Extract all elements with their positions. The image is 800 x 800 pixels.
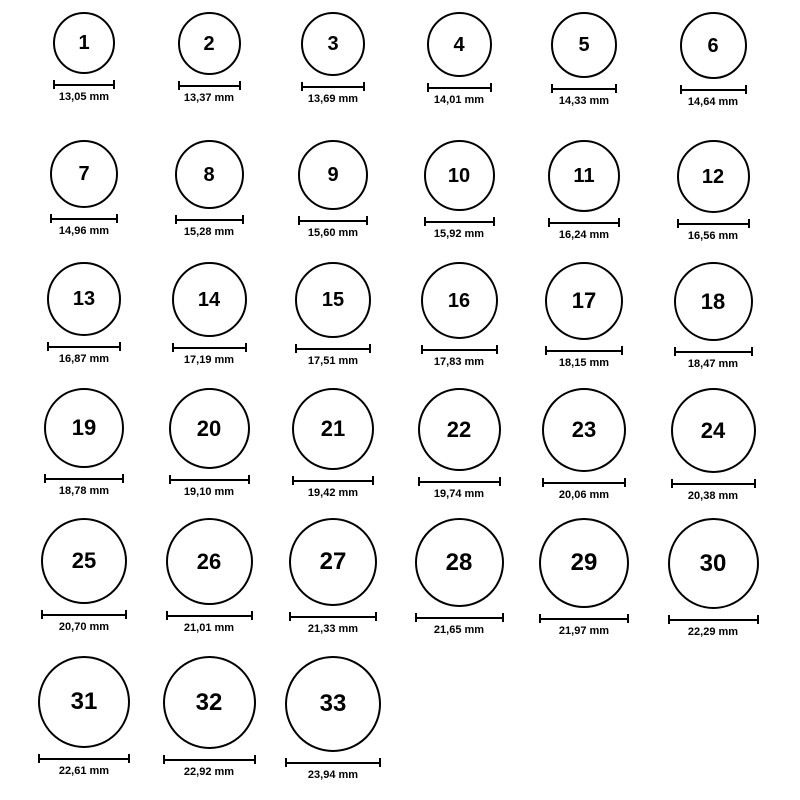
measure-tick-left — [548, 218, 550, 227]
measure-line — [163, 759, 256, 761]
measure-tick-left — [545, 346, 547, 355]
ring-size-cell — [548, 140, 620, 241]
measure-line — [539, 618, 629, 620]
ring-size-cell — [292, 388, 374, 499]
measure-line — [421, 349, 498, 351]
measure-tick-right — [490, 83, 492, 92]
diameter-label: 18,47 mm — [687, 358, 739, 370]
ring-size-cell — [169, 388, 250, 498]
diameter-measure-bar — [545, 346, 623, 355]
measure-tick-left — [38, 754, 40, 763]
diameter-measure-bar — [539, 614, 629, 623]
measure-line — [674, 351, 753, 353]
ring-size-number: 4 — [453, 33, 465, 56]
ring-circle — [292, 388, 374, 470]
measure-tick-left — [169, 475, 171, 484]
measure-tick-right — [366, 216, 368, 225]
measure-line — [427, 87, 492, 89]
ring-size-number: 5 — [578, 34, 590, 56]
measure-tick-left — [41, 610, 43, 619]
ring-circle — [50, 140, 118, 208]
diameter-measure-bar — [41, 610, 127, 619]
measure-line — [44, 478, 124, 480]
diameter-label: 17,51 mm — [307, 355, 359, 367]
ring-size-number: 26 — [196, 548, 222, 574]
measure-tick-left — [172, 343, 174, 352]
ring-size-number: 2 — [203, 32, 215, 55]
ring-circle — [44, 388, 124, 468]
measure-tick-right — [496, 345, 498, 354]
ring-size-number: 21 — [320, 416, 346, 441]
ring-size-cell — [298, 140, 368, 239]
ring-circle — [539, 518, 629, 608]
diameter-label: 14,01 mm — [433, 94, 485, 106]
diameter-measure-bar — [671, 479, 756, 488]
measure-line — [295, 348, 371, 350]
measure-tick-left — [421, 345, 423, 354]
ring-size-cell — [677, 140, 750, 242]
measure-tick-left — [285, 758, 287, 767]
diameter-measure-bar — [292, 476, 374, 485]
measure-tick-left — [289, 612, 291, 621]
diameter-label: 22,61 mm — [58, 765, 110, 777]
diameter-measure-bar — [677, 219, 750, 228]
ring-circle — [163, 656, 256, 749]
measure-tick-left — [53, 80, 55, 89]
measure-tick-right — [248, 475, 250, 484]
ring-size-number: 6 — [707, 34, 719, 57]
ring-size-cell — [551, 12, 617, 107]
measure-tick-left — [178, 81, 180, 90]
diameter-measure-bar — [421, 345, 498, 354]
diameter-label: 21,01 mm — [183, 622, 235, 634]
ring-size-cell — [172, 262, 247, 366]
diameter-measure-bar — [175, 215, 244, 224]
diameter-label: 21,33 mm — [307, 623, 359, 635]
diameter-label: 17,83 mm — [433, 356, 485, 368]
ring-size-number: 11 — [573, 165, 595, 187]
ring-size-number: 13 — [72, 288, 96, 310]
measure-tick-right — [615, 84, 617, 93]
measure-line — [175, 219, 244, 221]
diameter-label: 15,28 mm — [183, 226, 235, 238]
measure-tick-right — [125, 610, 127, 619]
measure-tick-left — [674, 347, 676, 356]
ring-size-number: 32 — [195, 688, 223, 716]
ring-size-cell — [47, 262, 121, 365]
diameter-measure-bar — [668, 615, 759, 624]
diameter-measure-bar — [166, 611, 253, 620]
ring-size-cell — [418, 388, 501, 500]
measure-tick-left — [295, 344, 297, 353]
ring-circle — [295, 262, 371, 338]
ring-circle — [38, 656, 130, 748]
measure-tick-right — [369, 344, 371, 353]
ring-size-cell — [421, 262, 498, 368]
measure-tick-right — [627, 614, 629, 623]
ring-circle — [674, 262, 753, 341]
measure-tick-right — [745, 85, 747, 94]
ring-size-cell — [285, 656, 381, 781]
measure-line — [169, 479, 250, 481]
diameter-label: 14,33 mm — [558, 95, 610, 107]
diameter-measure-bar — [285, 758, 381, 767]
diameter-label: 20,70 mm — [58, 621, 110, 633]
diameter-measure-bar — [163, 755, 256, 764]
diameter-label: 19,10 mm — [183, 486, 235, 498]
diameter-measure-bar — [295, 344, 371, 353]
diameter-measure-bar — [169, 475, 250, 484]
ring-circle — [424, 140, 495, 211]
measure-tick-right — [493, 217, 495, 226]
measure-tick-left — [415, 613, 417, 622]
ring-size-number: 10 — [447, 164, 471, 187]
diameter-label: 18,78 mm — [58, 485, 110, 497]
diameter-measure-bar — [38, 754, 130, 763]
diameter-measure-bar — [418, 477, 501, 486]
ring-circle — [53, 12, 115, 74]
measure-tick-right — [751, 347, 753, 356]
ring-size-number: 23 — [571, 417, 597, 442]
ring-size-number: 31 — [70, 688, 98, 715]
ring-circle — [671, 388, 756, 473]
measure-tick-left — [539, 614, 541, 623]
measure-tick-left — [551, 84, 553, 93]
diameter-measure-bar — [427, 83, 492, 92]
ring-size-number: 14 — [197, 288, 221, 311]
ring-circle — [175, 140, 244, 209]
measure-tick-left — [166, 611, 168, 620]
ring-circle — [545, 262, 623, 340]
ring-size-cell — [542, 388, 626, 501]
ring-size-number: 30 — [699, 549, 727, 577]
ring-circle — [542, 388, 626, 472]
diameter-measure-bar — [172, 343, 247, 352]
measure-tick-right — [375, 612, 377, 621]
ring-size-number: 33 — [319, 690, 347, 717]
ring-size-cell — [424, 140, 495, 240]
diameter-label: 21,65 mm — [433, 624, 485, 636]
ring-size-cell — [680, 12, 747, 108]
measure-tick-left — [292, 476, 294, 485]
measure-line — [178, 85, 241, 87]
measure-tick-left — [680, 85, 682, 94]
measure-tick-right — [239, 81, 241, 90]
diameter-label: 22,29 mm — [687, 626, 739, 638]
ring-size-cell — [427, 12, 492, 106]
diameter-measure-bar — [298, 216, 368, 225]
measure-tick-left — [668, 615, 670, 624]
measure-tick-left — [163, 755, 165, 764]
ring-size-number: 29 — [570, 549, 598, 576]
ring-size-cell — [178, 12, 241, 104]
diameter-label: 16,87 mm — [58, 353, 110, 365]
measure-line — [285, 762, 381, 764]
ring-size-cell — [295, 262, 371, 367]
diameter-label: 20,38 mm — [687, 490, 739, 502]
measure-tick-right — [119, 342, 121, 351]
measure-line — [50, 218, 118, 220]
diameter-measure-bar — [674, 347, 753, 356]
measure-tick-right — [379, 758, 381, 767]
ring-circle — [427, 12, 492, 77]
diameter-label: 20,06 mm — [558, 489, 610, 501]
measure-tick-left — [50, 214, 52, 223]
measure-tick-left — [301, 82, 303, 91]
diameter-measure-bar — [551, 84, 617, 93]
ring-size-number: 28 — [445, 548, 473, 576]
ring-size-number: 25 — [71, 548, 97, 573]
ring-circle — [41, 518, 127, 604]
ring-size-number: 7 — [78, 163, 90, 185]
diameter-label: 23,94 mm — [307, 769, 359, 781]
ring-circle — [178, 12, 241, 75]
diameter-label: 16,56 mm — [687, 230, 739, 242]
ring-size-cell — [301, 12, 365, 105]
ring-circle — [172, 262, 247, 337]
ring-size-cell — [53, 12, 115, 103]
ring-size-number: 20 — [196, 415, 222, 441]
diameter-label: 18,15 mm — [558, 357, 610, 369]
measure-tick-left — [542, 478, 544, 487]
diameter-label: 14,64 mm — [687, 96, 739, 108]
diameter-measure-bar — [178, 81, 241, 90]
ring-size-number: 15 — [321, 289, 345, 311]
ring-size-number: 9 — [327, 164, 339, 186]
diameter-measure-bar — [44, 474, 124, 483]
diameter-label: 15,60 mm — [307, 227, 359, 239]
diameter-label: 15,92 mm — [433, 228, 485, 240]
measure-tick-right — [748, 219, 750, 228]
measure-line — [677, 223, 750, 225]
ring-size-cell — [41, 518, 127, 633]
ring-size-cell — [50, 140, 118, 237]
measure-tick-right — [251, 611, 253, 620]
measure-line — [551, 88, 617, 90]
diameter-label: 19,42 mm — [307, 487, 359, 499]
diameter-measure-bar — [289, 612, 377, 621]
ring-size-number: 24 — [700, 417, 726, 443]
measure-tick-right — [116, 214, 118, 223]
measure-tick-left — [418, 477, 420, 486]
diameter-measure-bar — [542, 478, 626, 487]
diameter-label: 17,19 mm — [183, 354, 235, 366]
measure-line — [548, 222, 620, 224]
diameter-label: 13,37 mm — [183, 92, 235, 104]
ring-size-cell — [175, 140, 244, 238]
ring-circle — [548, 140, 620, 212]
diameter-label: 14,96 mm — [58, 225, 110, 237]
measure-tick-right — [128, 754, 130, 763]
measure-tick-right — [254, 755, 256, 764]
measure-tick-left — [427, 83, 429, 92]
diameter-label: 13,05 mm — [58, 91, 110, 103]
ring-size-cell — [44, 388, 124, 497]
measure-tick-left — [175, 215, 177, 224]
ring-circle — [169, 388, 250, 469]
diameter-measure-bar — [301, 82, 365, 91]
ring-size-number: 17 — [571, 288, 597, 313]
diameter-label: 13,69 mm — [307, 93, 359, 105]
measure-tick-right — [757, 615, 759, 624]
ring-circle — [668, 518, 759, 609]
ring-size-number: 12 — [701, 165, 725, 188]
ring-size-cell — [539, 518, 629, 637]
ring-size-cell — [38, 656, 130, 777]
measure-line — [47, 346, 121, 348]
measure-tick-right — [624, 478, 626, 487]
ring-size-cell — [166, 518, 253, 634]
ring-circle — [418, 388, 501, 471]
ring-size-number: 19 — [71, 415, 97, 440]
measure-line — [542, 482, 626, 484]
measure-tick-right — [122, 474, 124, 483]
measure-tick-right — [113, 80, 115, 89]
measure-line — [668, 619, 759, 621]
measure-tick-right — [502, 613, 504, 622]
measure-line — [38, 758, 130, 760]
ring-size-number: 3 — [327, 33, 339, 55]
ring-circle — [285, 656, 381, 752]
diameter-measure-bar — [415, 613, 504, 622]
ring-size-cell — [545, 262, 623, 369]
ring-circle — [289, 518, 377, 606]
diameter-label: 19,74 mm — [433, 488, 485, 500]
measure-line — [292, 480, 374, 482]
measure-line — [172, 347, 247, 349]
measure-tick-right — [242, 215, 244, 224]
ring-circle — [415, 518, 504, 607]
measure-tick-right — [245, 343, 247, 352]
measure-line — [53, 84, 115, 86]
measure-tick-right — [621, 346, 623, 355]
ring-circle — [166, 518, 253, 605]
diameter-label: 22,92 mm — [183, 766, 235, 778]
ring-size-number: 22 — [446, 416, 472, 442]
measure-line — [289, 616, 377, 618]
measure-line — [424, 221, 495, 223]
ring-circle — [47, 262, 121, 336]
measure-line — [418, 481, 501, 483]
ring-size-number: 27 — [319, 548, 347, 575]
diameter-measure-bar — [53, 80, 115, 89]
ring-size-number: 8 — [203, 163, 215, 186]
measure-line — [415, 617, 504, 619]
ring-circle — [677, 140, 750, 213]
diameter-measure-bar — [548, 218, 620, 227]
measure-line — [545, 350, 623, 352]
diameter-label: 21,97 mm — [558, 625, 610, 637]
measure-tick-right — [363, 82, 365, 91]
ring-size-cell — [415, 518, 504, 636]
ring-circle — [551, 12, 617, 78]
measure-line — [680, 89, 747, 91]
diameter-label: 16,24 mm — [558, 229, 610, 241]
ring-circle — [301, 12, 365, 76]
measure-line — [298, 220, 368, 222]
measure-line — [166, 615, 253, 617]
ring-size-cell — [163, 656, 256, 778]
ring-size-cell — [668, 518, 759, 638]
measure-line — [671, 483, 756, 485]
diameter-measure-bar — [47, 342, 121, 351]
ring-size-number: 16 — [447, 289, 471, 312]
measure-tick-left — [44, 474, 46, 483]
measure-tick-right — [372, 476, 374, 485]
measure-tick-right — [499, 477, 501, 486]
measure-tick-right — [754, 479, 756, 488]
measure-line — [41, 614, 127, 616]
measure-tick-left — [424, 217, 426, 226]
ring-circle — [421, 262, 498, 339]
ring-size-number: 1 — [78, 32, 90, 54]
measure-tick-left — [677, 219, 679, 228]
measure-tick-left — [298, 216, 300, 225]
ring-size-number: 18 — [700, 288, 726, 314]
measure-line — [301, 86, 365, 88]
measure-tick-right — [618, 218, 620, 227]
ring-size-cell — [671, 388, 756, 502]
ring-circle — [298, 140, 368, 210]
measure-tick-left — [671, 479, 673, 488]
ring-size-cell — [674, 262, 753, 370]
measure-tick-left — [47, 342, 49, 351]
diameter-measure-bar — [50, 214, 118, 223]
diameter-measure-bar — [680, 85, 747, 94]
ring-circle — [680, 12, 747, 79]
ring-size-cell — [289, 518, 377, 635]
diameter-measure-bar — [424, 217, 495, 226]
